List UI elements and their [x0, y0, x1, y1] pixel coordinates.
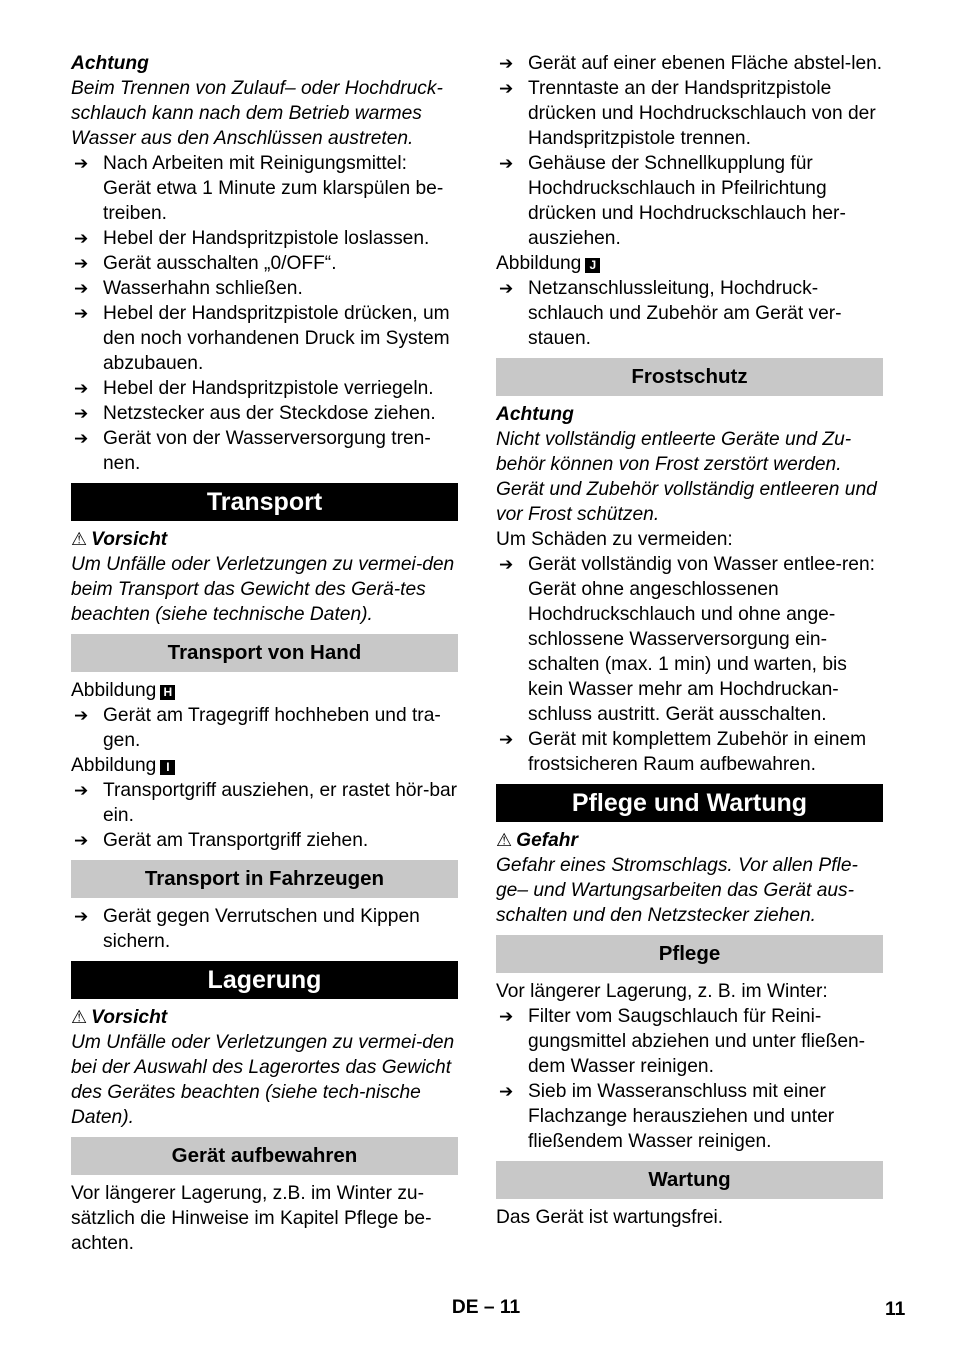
wartung-heading: Wartung	[496, 1161, 883, 1199]
arrow-right-icon: ➔	[499, 555, 514, 574]
arrow-right-icon: ➔	[74, 379, 89, 398]
list-item-text: Gerät am Tragegriff hochheben und tra-gen.	[103, 705, 441, 751]
pflege-steps-list	[496, 1004, 883, 1154]
list-item	[71, 828, 458, 853]
list-item-text: Gerät ausschalten „0/OFF“.	[103, 253, 337, 274]
list-item-text: Gerät gegen Verrutschen und Kippen sichern.	[103, 906, 420, 952]
list-item-text: Gehäuse der Schnellkupplung für Hochdruckschlauch in Pfeilrichtung drücken und Hochdruckschlauch her-ausziehen.	[528, 153, 846, 249]
list-item-text: Sieb im Wasseranschluss mit einer Flachzange herausziehen und unter fließendem Wasser reinigen.	[528, 1081, 835, 1152]
list-item	[496, 76, 883, 151]
footer-page-number: 11	[885, 1299, 906, 1320]
aufbewahren-text: Vor längerer Lagerung, z.B. im Winter zu-sätzlich die Hinweise im Kapitel Pflege be-achten.	[71, 1183, 432, 1254]
list-item	[496, 276, 883, 351]
list-item	[496, 151, 883, 251]
fahrzeug-steps-list	[71, 904, 458, 954]
lagerung-vorsicht-text: Um Unfälle oder Verletzungen zu vermei-den bei der Auswahl des Lagerortes das Gewicht des Gerätes beachten (siehe tech-nische Daten).	[71, 1032, 455, 1128]
list-item	[496, 1079, 883, 1154]
figure-i-icon: I	[160, 760, 175, 775]
lagerung-vorsicht-title: ⚠ Vorsicht	[71, 1007, 168, 1028]
frost-achtung-title: Achtung	[496, 404, 574, 425]
arrow-right-icon: ➔	[74, 304, 89, 323]
figure-h-icon: H	[160, 685, 175, 700]
list-item	[71, 376, 458, 401]
arrow-right-icon: ➔	[74, 229, 89, 248]
footer-page-label: DE – 11	[451, 1297, 521, 1318]
gefahr-text: Gefahr eines Stromschlags. Vor allen Pfle-ge– und Wartungsarbeiten das Gerät aus-schalten und den Netzstecker ziehen.	[496, 855, 858, 926]
warning-triangle-icon: ⚠	[71, 529, 88, 549]
list-item	[496, 552, 883, 727]
transport-von-hand-heading: Transport von Hand	[71, 634, 458, 672]
list-item	[71, 703, 458, 753]
arrow-right-icon: ➔	[74, 279, 89, 298]
arrow-right-icon: ➔	[499, 1082, 514, 1101]
geraet-aufbewahren-heading: Gerät aufbewahren	[71, 1137, 458, 1175]
list-item	[496, 727, 883, 777]
list-item-text: Hebel der Handspritzpistole verriegeln.	[103, 378, 434, 399]
storage-steps-list	[496, 51, 883, 251]
left-column	[71, 51, 458, 1256]
hand-steps-list-1	[71, 703, 458, 753]
transport-vorsicht-title: ⚠ Vorsicht	[71, 529, 168, 550]
list-item-text: Hebel der Handspritzpistole drücken, um den noch vorhandenen Druck im System abzubauen.	[103, 303, 450, 374]
achtung-text: Beim Trennen von Zulauf– oder Hochdruck-schlauch kann nach dem Betrieb warmes Wasser aus den Anschlüssen austreten.	[71, 78, 443, 149]
arrow-right-icon: ➔	[499, 1007, 514, 1026]
transport-fahrzeugen-heading: Transport in Fahrzeugen	[71, 860, 458, 898]
arrow-right-icon: ➔	[74, 706, 89, 725]
list-item-text: Gerät von der Wasserversorgung tren-nen.	[103, 428, 431, 474]
figure-reference-i: Abbildung I	[71, 753, 458, 778]
frostschutz-heading: Frostschutz	[496, 358, 883, 396]
figure-j-icon: J	[585, 258, 600, 273]
arrow-right-icon: ➔	[499, 730, 514, 749]
list-item-text: Netzstecker aus der Steckdose ziehen.	[103, 403, 436, 424]
list-item	[71, 401, 458, 426]
list-item	[71, 778, 458, 828]
list-item-text: Trenntaste an der Handspritzpistole drücken und Hochdruckschlauch von der Handspritzpistole trennen.	[528, 78, 876, 149]
list-item-text: Nach Arbeiten mit Reinigungsmittel: Gerät etwa 1 Minute zum klarspülen be-treiben.	[103, 153, 444, 224]
right-column	[496, 51, 883, 1230]
wartung-text: Das Gerät ist wartungsfrei.	[496, 1207, 724, 1228]
list-item-text: Gerät am Transportgriff ziehen.	[103, 830, 369, 851]
list-item	[71, 251, 458, 276]
warning-triangle-icon: ⚠	[71, 1007, 88, 1027]
list-item	[71, 301, 458, 376]
stow-steps-list	[496, 276, 883, 351]
transport-vorsicht-text: Um Unfälle oder Verletzungen zu vermei-den beim Transport das Gewicht des Gerä-tes beachten (siehe technische Daten).	[71, 554, 455, 625]
transport-heading: Transport	[71, 483, 458, 521]
list-item-text: Transportgriff ausziehen, er rastet hör-bar ein.	[103, 780, 458, 826]
achtung-title: Achtung	[71, 53, 149, 74]
arrow-right-icon: ➔	[74, 907, 89, 926]
gefahr-title: ⚠ Gefahr	[496, 830, 578, 851]
frost-achtung-text: Nicht vollständig entleerte Geräte und Zu-behör können von Frost zerstört werden. Gerät und Zubehör vollständig entleeren und vor Frost schützen.	[496, 429, 877, 525]
list-item-text: Hebel der Handspritzpistole loslassen.	[103, 228, 430, 249]
arrow-right-icon: ➔	[74, 154, 89, 173]
list-item	[496, 51, 883, 76]
arrow-right-icon: ➔	[74, 254, 89, 273]
arrow-right-icon: ➔	[499, 279, 514, 298]
arrow-right-icon: ➔	[499, 79, 514, 98]
list-item	[71, 151, 458, 226]
arrow-right-icon: ➔	[74, 429, 89, 448]
warning-triangle-icon: ⚠	[496, 830, 513, 850]
list-item	[496, 1004, 883, 1079]
list-item-text: Wasserhahn schließen.	[103, 278, 303, 299]
lagerung-heading: Lagerung	[71, 961, 458, 999]
figure-reference-j: Abbildung J	[496, 251, 883, 276]
arrow-right-icon: ➔	[499, 54, 514, 73]
list-item-text: Gerät vollständig von Wasser entlee-ren: Gerät ohne angeschlossenen Hochdruckschlauch und ohne ange-schlossene Wasserversorgung ein-schalten (max. 1 min) und warten, bis kein Wasser mehr am Hochdruckan-schluss austritt. Gerät ausschalten.	[528, 554, 875, 725]
list-item	[71, 276, 458, 301]
pflege-heading: Pflege	[496, 935, 883, 973]
list-item	[71, 426, 458, 476]
shutdown-steps-list	[71, 151, 458, 476]
arrow-right-icon: ➔	[74, 781, 89, 800]
list-item	[71, 226, 458, 251]
list-item-text: Gerät mit komplettem Zubehör in einem frostsicheren Raum aufbewahren.	[528, 729, 867, 775]
list-item	[71, 904, 458, 954]
arrow-right-icon: ➔	[74, 404, 89, 423]
list-item-text: Filter vom Saugschlauch für Reini-gungsmittel abziehen und unter fließen-dem Wasser reinigen.	[528, 1006, 866, 1077]
pflege-wartung-heading: Pflege und Wartung	[496, 784, 883, 822]
arrow-right-icon: ➔	[499, 154, 514, 173]
frost-intro: Um Schäden zu vermeiden:	[496, 529, 733, 550]
list-item-text: Netzanschlussleitung, Hochdruck-schlauch und Zubehör am Gerät ver-stauen.	[528, 278, 842, 349]
hand-steps-list-2	[71, 778, 458, 853]
frost-steps-list	[496, 552, 883, 777]
arrow-right-icon: ➔	[74, 831, 89, 850]
figure-reference-h: Abbildung H	[71, 678, 458, 703]
pflege-intro: Vor längerer Lagerung, z. B. im Winter:	[496, 981, 828, 1002]
list-item-text: Gerät auf einer ebenen Fläche abstel-len.	[528, 53, 883, 74]
